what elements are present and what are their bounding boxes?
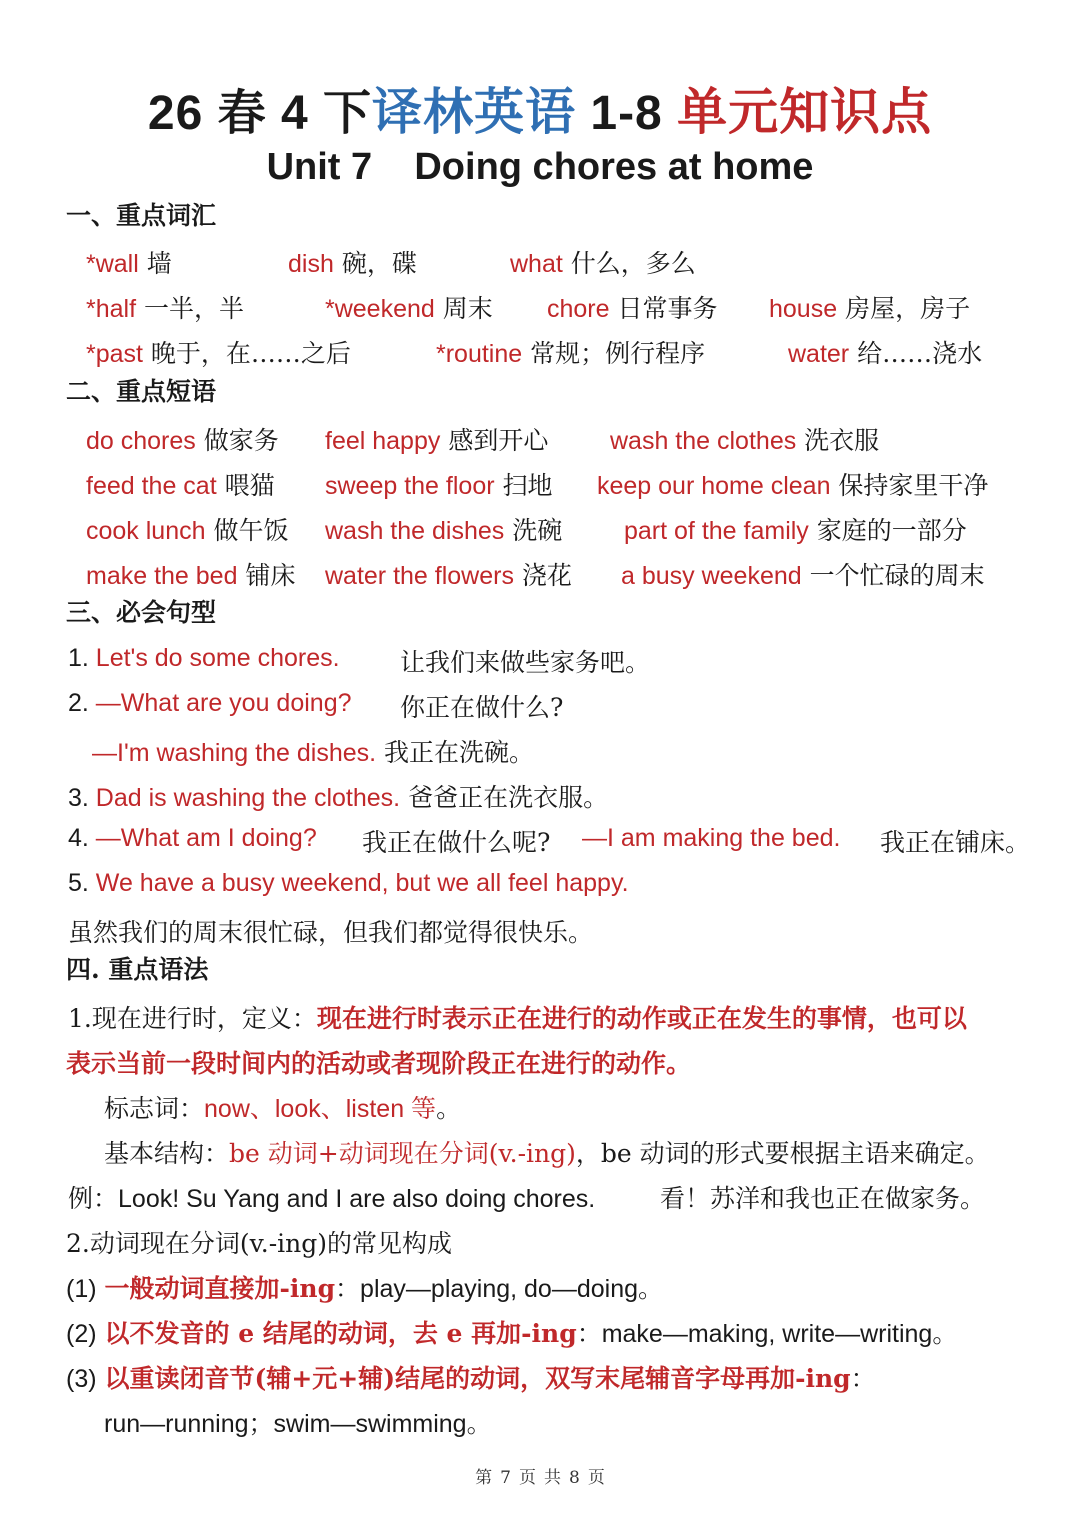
participle-rule-3-examples: run—running；swim—swimming。 [104, 1410, 492, 1438]
phrase-item: keep our home clean 保持家里干净 [597, 471, 989, 500]
sentence-2-reply: —I'm washing the dishes. 我正在洗碗。 [92, 738, 535, 767]
title-textbook: 译林英语 [372, 82, 577, 141]
participle-rule-3: (3) 以重读闭音节(辅+元+辅)结尾的动词，双写末尾辅音字母再加-ing： [66, 1364, 876, 1393]
grammar-example: 例：Look! Su Yang and I are also doing chores. [68, 1184, 596, 1213]
vocab-item: *weekend 周末 [325, 294, 493, 323]
phrase-item: feed the cat 喂猫 [86, 471, 275, 500]
title-units: 1-8 [576, 87, 678, 140]
title-topic: 单元知识点 [677, 82, 933, 141]
sentence-1-translation: 让我们来做些家务吧。 [400, 648, 651, 677]
grammar-example-translation: 看！苏洋和我也正在做家务。 [660, 1184, 986, 1213]
grammar-definition-cont: 表示当前一段时间内的活动或者现阶段正在进行的动作。 [66, 1049, 692, 1078]
participle-rule-2: (2) 以不发音的 e 结尾的动词，去 e 再加-ing：make—making, write—writing。 [66, 1319, 958, 1348]
sentence-1: 1. Let's do some chores. [68, 644, 340, 672]
sentence-4-translation: 我正在做什么呢? [362, 828, 551, 857]
phrase-item: sweep the floor 扫地 [325, 471, 553, 500]
vocab-item: water 给……浇水 [788, 339, 983, 368]
page-number: 第 7 页 共 8 页 [475, 1468, 605, 1488]
page-title [0, 72, 1080, 144]
sentence-5: 5. We have a busy weekend, but we all feel happy. [68, 869, 629, 897]
vocab-item: dish 碗，碟 [288, 249, 417, 278]
phrase-item: water the flowers 浇花 [325, 561, 572, 590]
unit-heading: Unit 7 Doing chores at home [266, 146, 814, 188]
phrase-item: part of the family 家庭的一部分 [624, 516, 967, 545]
vocab-item: house 房屋，房子 [769, 294, 971, 323]
phrase-item: wash the dishes 洗碗 [325, 516, 563, 545]
signal-words: 标志词：now、look、listen 等。 [104, 1094, 462, 1123]
phrase-item: feel happy 感到开心 [325, 426, 549, 455]
vocab-item: chore 日常事务 [547, 294, 718, 323]
vocab-item: what 什么，多么 [510, 249, 696, 278]
phrase-item: do chores 做家务 [86, 426, 279, 455]
participle-heading: 2.动词现在分词(v.-ing)的常见构成 [66, 1229, 453, 1258]
sentence-4: 4. —What am I doing? [68, 824, 317, 852]
phrase-item: make the bed 铺床 [86, 561, 296, 590]
basic-structure: 基本结构：be 动词+动词现在分词(v.-ing)，be 动词的形式要根据主语来确定。 [104, 1139, 990, 1168]
section-phrases-heading: 二、重点短语 [66, 377, 217, 406]
vocab-item: *past 晚于，在……之后 [86, 339, 351, 368]
section-grammar-heading: 四. 重点语法 [66, 955, 209, 984]
sentence-2-translation: 你正在做什么? [400, 693, 564, 722]
sentence-5-translation: 虽然我们的周末很忙碌，但我们都觉得很快乐。 [68, 918, 594, 947]
section-sentences-heading: 三、必会句型 [66, 598, 217, 627]
vocab-item: *half 一半，半 [86, 294, 244, 323]
phrase-item: wash the clothes 洗衣服 [610, 426, 880, 455]
sentence-2: 2. —What are you doing? [68, 689, 352, 717]
sentence-3: 3. Dad is washing the clothes. 爸爸正在洗衣服。 [68, 783, 609, 812]
grammar-definition: 1.现在进行时，定义：现在进行时表示正在进行的动作或正在发生的事情，也可以 [68, 1004, 967, 1033]
vocab-item: *wall 墙 [86, 249, 172, 278]
vocab-item: *routine 常规；例行程序 [436, 339, 706, 368]
sentence-4-reply-translation: 我正在铺床。 [880, 828, 1031, 857]
title-grade: 26 春 4 下 [147, 87, 373, 140]
phrase-item: a busy weekend 一个忙碌的周末 [621, 561, 985, 590]
participle-rule-1: (1) 一般动词直接加-ing：play—playing, do—doing。 [66, 1274, 664, 1303]
sentence-4-reply: —I am making the bed. [582, 824, 841, 852]
section-vocab-heading: 一、重点词汇 [66, 201, 217, 230]
phrase-item: cook lunch 做午饭 [86, 516, 289, 545]
